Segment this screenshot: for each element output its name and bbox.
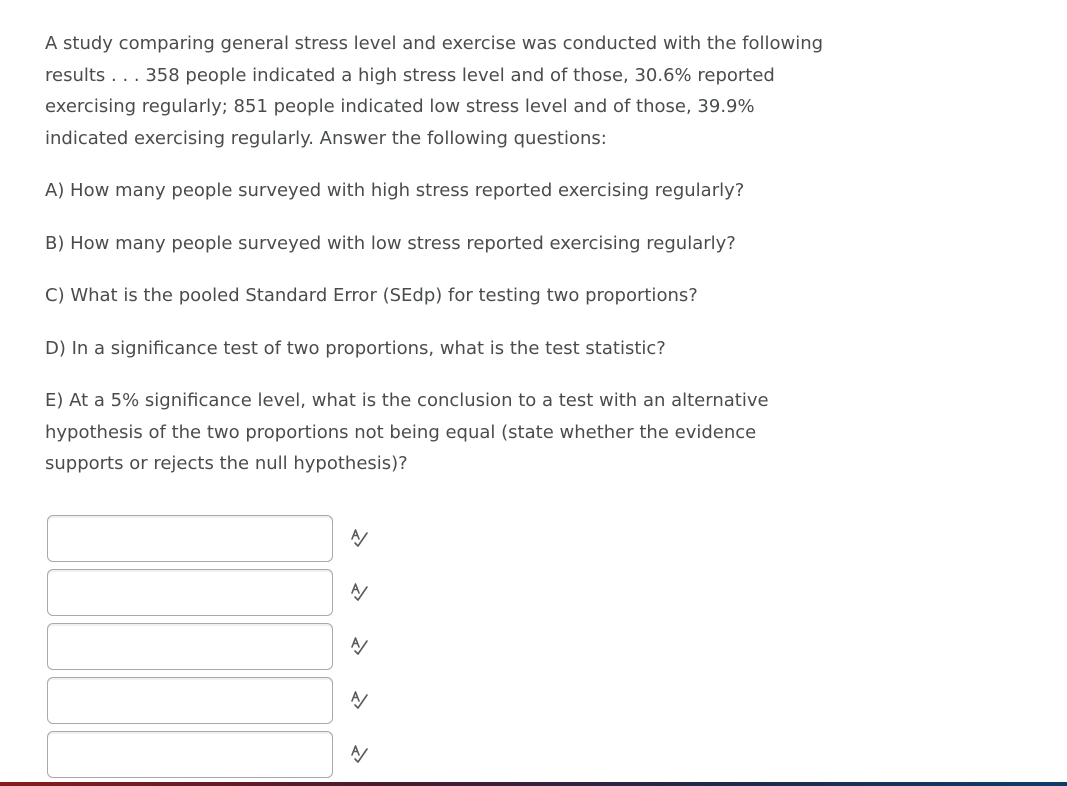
spellcheck-icon[interactable] (348, 527, 370, 549)
answer-row-c (47, 622, 370, 670)
question-part-c: C) What is the pooled Standard Error (SEdp) for testing two proportions? (45, 285, 698, 306)
bottom-divider (0, 782, 1067, 786)
answer-row-a (47, 514, 370, 562)
question-part-d: D) In a significance test of two proportions, what is the test statistic? (45, 337, 666, 359)
answer-input-a[interactable] (47, 515, 333, 562)
answer-input-c[interactable] (47, 623, 333, 670)
spellcheck-icon[interactable] (348, 581, 370, 603)
answer-row-d (47, 676, 370, 724)
answer-input-d[interactable] (47, 677, 333, 724)
answer-input-e[interactable] (47, 731, 333, 778)
spellcheck-icon[interactable] (348, 635, 370, 657)
answer-list (47, 514, 370, 784)
question-part-e: E) At a 5% significance level, what is the conclusion to a test with an alternative hypothesis of the two proportions not being equal (state whether the evidence supports or rejects the null hypothesis)? (45, 390, 769, 474)
spellcheck-icon[interactable] (348, 689, 370, 711)
question-part-b: B) How many people surveyed with low stress reported exercising regularly? (45, 232, 736, 254)
answer-input-b[interactable] (47, 569, 333, 616)
question-text (45, 28, 835, 501)
answer-row-e (47, 730, 370, 778)
question-part-a: A) How many people surveyed with high stress reported exercising regularly? (45, 180, 745, 201)
question-intro: A study comparing general stress level and exercise was conducted with the following results . . . 358 people indicated a high stress level and of those, 30.6% reported exercising regularly; 851 people indicated low stress level and of those, 39.9% indicated exercising regularly. Answer the following questions: (45, 33, 824, 149)
answer-row-b (47, 568, 370, 616)
spellcheck-icon[interactable] (348, 743, 370, 765)
